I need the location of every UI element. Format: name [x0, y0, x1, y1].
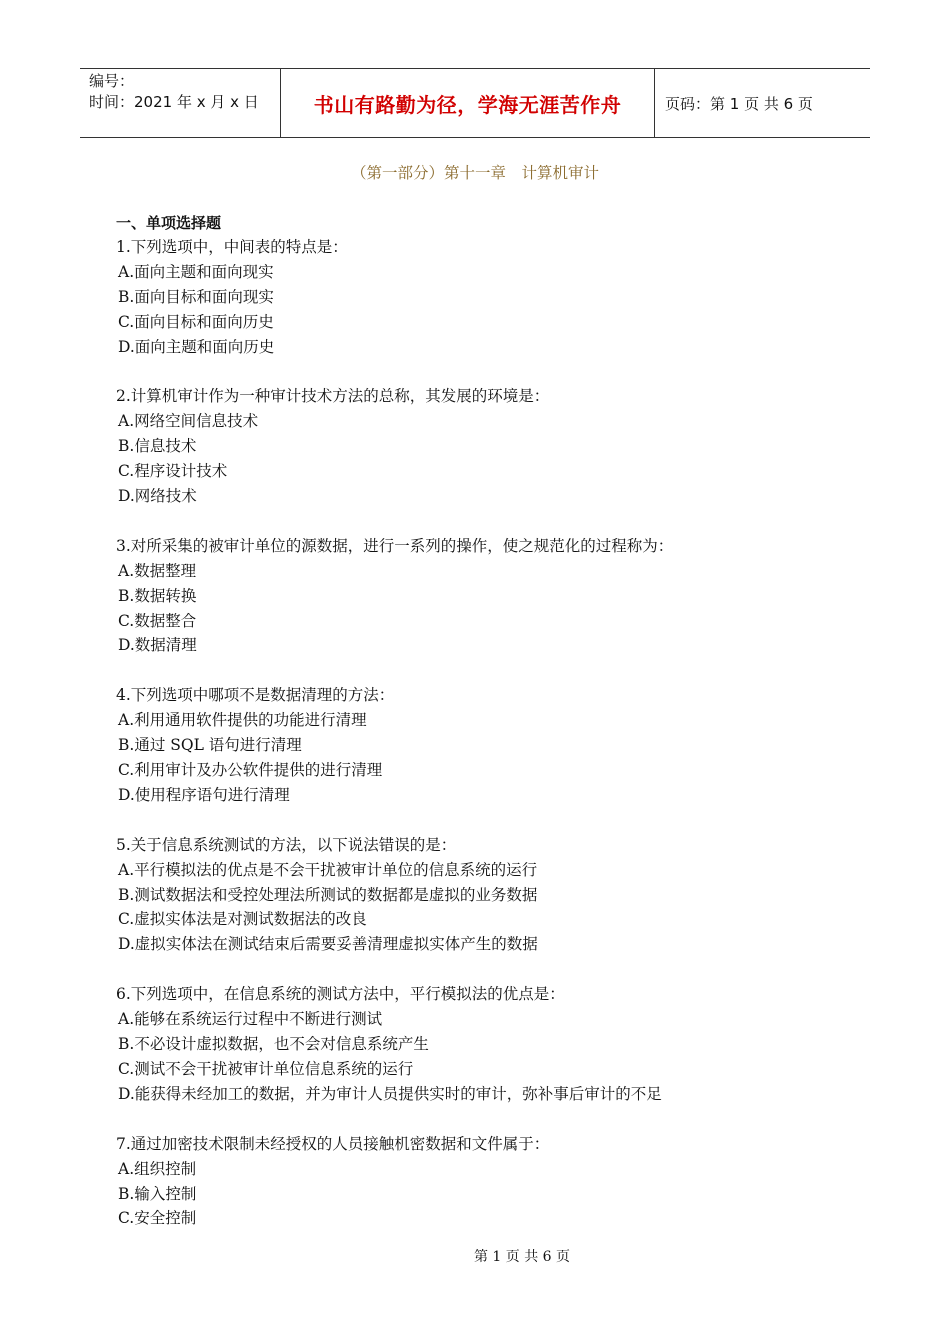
answer-option: D.使用程序语句进行清理 — [118, 785, 290, 804]
question-item — [116, 1132, 876, 1232]
question-text: 4.下列选项中哪项不是数据清理的方法： — [116, 686, 395, 705]
answer-option: D.网络技术 — [118, 487, 197, 506]
answer-option: A.数据整理 — [118, 561, 197, 580]
answer-option: C.测试不会干扰被审计单位信息系统的运行 — [118, 1059, 414, 1078]
header-table — [80, 68, 870, 138]
answer-option: D.数据清理 — [118, 636, 197, 655]
answer-option: A.能够在系统运行过程中不断进行测试 — [118, 1010, 383, 1029]
time-label: 时间：2021 年 x 月 x 日 — [89, 93, 259, 111]
answer-option: D.能获得未经加工的数据，并为审计人员提供实时的审计，弥补事后审计的不足 — [118, 1084, 662, 1103]
answer-option: A.网络空间信息技术 — [118, 412, 259, 431]
section-title: 一、单项选择题 — [116, 214, 222, 232]
answer-option: B.通过 SQL 语句进行清理 — [118, 736, 302, 755]
answer-option: C.安全控制 — [118, 1209, 197, 1228]
answer-option: C.程序设计技术 — [118, 462, 228, 481]
answer-option: A.利用通用软件提供的功能进行清理 — [118, 711, 367, 730]
answer-option: B.信息技术 — [118, 437, 197, 456]
answer-option: A.组织控制 — [118, 1159, 197, 1178]
answer-option: B.输入控制 — [118, 1184, 197, 1203]
answer-option: C.虚拟实体法是对测试数据法的改良 — [118, 910, 367, 929]
question-item — [116, 384, 876, 508]
answer-option: D.虚拟实体法在测试结束后需要妥善清理虚拟实体产生的数据 — [118, 935, 538, 954]
answer-option: D.面向主题和面向历史 — [118, 337, 275, 356]
question-text: 7.通过加密技术限制未经授权的人员接触机密数据和文件属于： — [116, 1134, 550, 1153]
number-label: 编号： — [89, 72, 135, 90]
chapter-title: （第一部分）第十一章 计算机审计 — [350, 164, 599, 182]
question-item — [116, 235, 876, 359]
header-left-cell — [80, 69, 280, 137]
question-text: 1.下列选项中，中间表的特点是： — [116, 238, 348, 256]
question-item — [116, 833, 876, 957]
answer-option: B.面向目标和面向现实 — [118, 287, 274, 306]
question-text: 5.关于信息系统测试的方法，以下说法错误的是： — [116, 835, 457, 854]
question-item — [116, 534, 876, 658]
answer-option: B.数据转换 — [118, 586, 197, 605]
question-item — [116, 982, 876, 1106]
question-text: 6.下列选项中，在信息系统的测试方法中，平行模拟法的优点是： — [116, 985, 565, 1004]
header-page-label: 页码：第 1 页 共 6 页 — [665, 94, 813, 113]
answer-option: C.面向目标和面向历史 — [118, 312, 274, 331]
answer-option: A.平行模拟法的优点是不会干扰被审计单位的信息系统的运行 — [118, 860, 538, 879]
answer-option: B.测试数据法和受控处理法所测试的数据都是虚拟的业务数据 — [118, 885, 538, 904]
answer-option: C.数据整合 — [118, 611, 197, 630]
page-footer: 第 1 页 共 6 页 — [473, 1249, 571, 1265]
answer-option: A.面向主题和面向现实 — [118, 262, 274, 281]
answer-option: B.不必设计虚拟数据，也不会对信息系统产生 — [118, 1035, 429, 1054]
question-item — [116, 683, 876, 807]
header-motto: 书山有路勤为径，学海无涯苦作舟 — [280, 69, 655, 137]
answer-option: C.利用审计及办公软件提供的进行清理 — [118, 761, 383, 780]
question-list — [116, 211, 876, 1256]
question-text: 3.对所采集的被审计单位的源数据，进行一系列的操作，使之规范化的过程称为： — [116, 536, 674, 555]
question-text: 2.计算机审计作为一种审计技术方法的总称，其发展的环境是： — [116, 387, 550, 406]
